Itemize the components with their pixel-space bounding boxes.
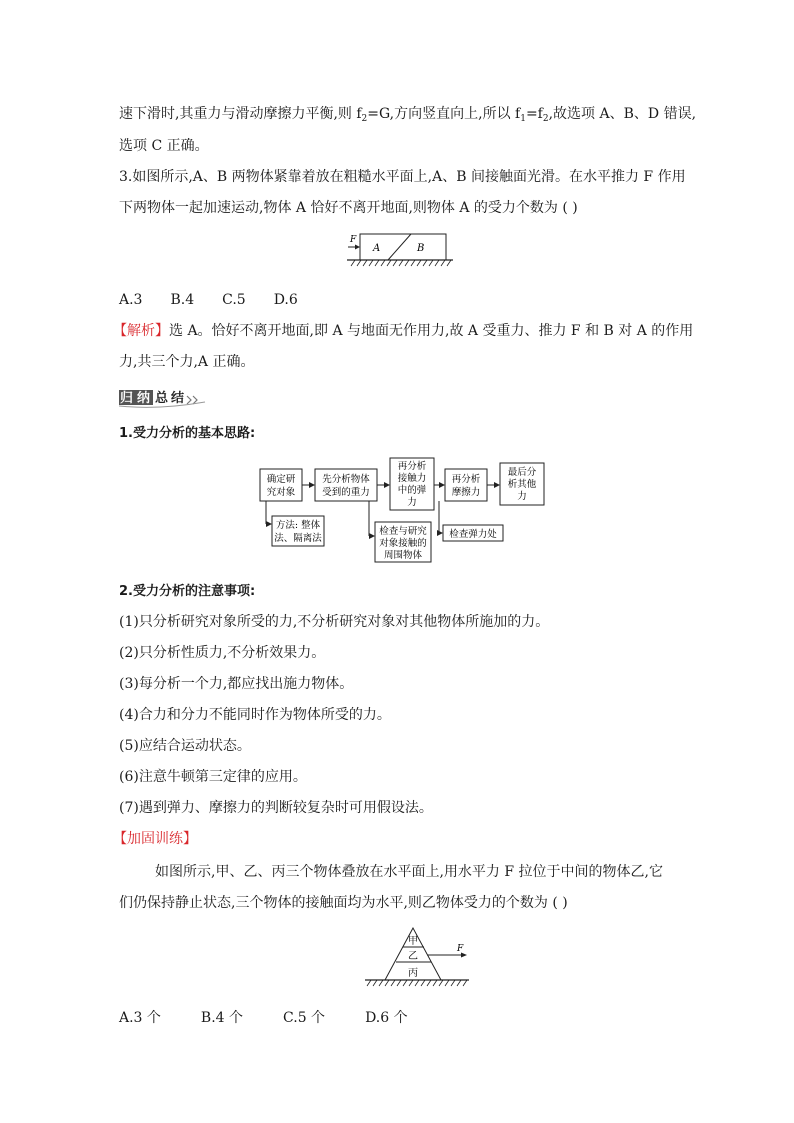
flow-box5-line2: 析其他: [507, 479, 537, 490]
flow-box2-line1: 先分析物体: [322, 474, 370, 485]
option-c[interactable]: C.5 个: [283, 1010, 326, 1026]
option-a[interactable]: A.3: [119, 292, 143, 308]
analysis-line-1: 【解析】选 A。恰好不离开地面,即 A 与地面无作用力,故 A 受重力、推力 F 和 B 对 A 的作用: [113, 323, 694, 339]
flow-note3-line1: 检查弹力处: [449, 529, 497, 540]
block-label-yi: 乙: [408, 951, 418, 962]
note-item-3: (3)每分析一个力,都应找出施力物体。: [119, 676, 354, 692]
flow-box3-line2: 接触力: [397, 473, 427, 484]
analysis-line-2: 力,共三个力,A 正确。: [119, 354, 255, 370]
question3-line-1: 3.如图所示,A、B 两物体紧靠着放在粗糙水平面上,A、B 间接触面光滑。在水平推力 F 作用: [119, 169, 686, 185]
flow-box5-line3: 力: [517, 491, 527, 502]
flowchart: [255, 456, 555, 568]
flow-box1-line1: 确定研: [266, 474, 296, 485]
option-b[interactable]: B.4 个: [200, 1010, 244, 1026]
option-c[interactable]: C.5: [222, 292, 246, 308]
flow-note1-line1: 方法: 整体: [275, 520, 321, 531]
summary-tag-char-4: 结: [171, 391, 185, 406]
flow-note1-line2: 法、隔离法: [274, 533, 322, 544]
summary-tag-char-1: 归: [120, 391, 134, 406]
option-d[interactable]: D.6: [273, 292, 298, 308]
force-label-F-2: F: [457, 944, 464, 954]
question3-options: [119, 290, 326, 310]
training-tag: 【加固训练】: [113, 831, 197, 847]
training-figure: [355, 924, 475, 994]
summary-tag-char-3: 总: [155, 391, 169, 406]
flow-box5-line1: 最后分: [507, 467, 537, 478]
note-item-2: (2)只分析性质力,不分析效果力。: [119, 645, 326, 661]
note-item-4: (4)合力和分力不能同时作为物体所受的力。: [119, 707, 391, 723]
continuation-line-1: 速下滑时,其重力与滑动摩擦力平衡,则 $f_2=G$,方向竖直向上,所以 $f_1=f_2$,故选项 A、B、D 错误,: [119, 106, 697, 124]
summary-tag-char-2: 纳: [137, 391, 151, 406]
flow-box4-line2: 摩擦力: [451, 487, 481, 498]
note-item-1: (1)只分析研究对象所受的力,不分析研究对象对其他物体所施加的力。: [119, 614, 550, 630]
option-b[interactable]: B.4: [170, 292, 195, 308]
flow-box3-line3: 中的弹: [397, 485, 427, 496]
training-options: [119, 1008, 436, 1028]
option-d[interactable]: D.6 个: [365, 1010, 408, 1026]
training-line-2: 们仍保持静止状态,三个物体的接触面均为水平,则乙物体受力的个数为 ( ): [119, 895, 568, 911]
flow-note2-line3: 周围物体: [383, 550, 423, 561]
flow-box3-line1: 再分析: [397, 461, 427, 472]
continuation-line-2: 选项 C 正确。: [119, 138, 209, 154]
question3-figure: [345, 228, 455, 274]
flow-box1-line2: 究对象: [266, 487, 296, 498]
note-item-7: (7)遇到弹力、摩擦力的判断较复杂时可用假设法。: [119, 800, 433, 816]
force-label-F: F: [350, 235, 357, 245]
training-line-1: 如图所示,甲、乙、丙三个物体叠放在水平面上,用水平力 F 拉位于中间的物体乙,它: [155, 864, 663, 880]
flow-box2-line2: 受到的重力: [322, 487, 370, 498]
block-label-A: A: [373, 243, 381, 254]
flow-note2-line1: 检查与研究: [379, 526, 427, 537]
question3-line-2: 下两物体一起加速运动,物体 A 恰好不离开地面,则物体 A 的受力个数为 ( ): [119, 200, 578, 216]
flow-note2-line2: 对象接触的: [379, 538, 427, 549]
summary-badge: [119, 388, 205, 408]
summary-heading-1: 1.受力分析的基本思路:: [119, 426, 256, 441]
block-label-jia: 甲: [408, 936, 418, 947]
analysis-tag: 【解析】: [113, 323, 169, 339]
option-a[interactable]: A.3 个: [119, 1010, 161, 1026]
note-item-6: (6)注意牛顿第三定律的应用。: [119, 769, 307, 785]
block-label-bing: 丙: [408, 968, 418, 979]
note-item-5: (5)应结合运动状态。: [119, 738, 251, 754]
summary-heading-2: 2.受力分析的注意事项:: [119, 584, 256, 599]
flow-box4-line1: 再分析: [451, 474, 481, 485]
flow-box3-line4: 力: [407, 497, 417, 508]
block-label-B: B: [417, 243, 425, 254]
